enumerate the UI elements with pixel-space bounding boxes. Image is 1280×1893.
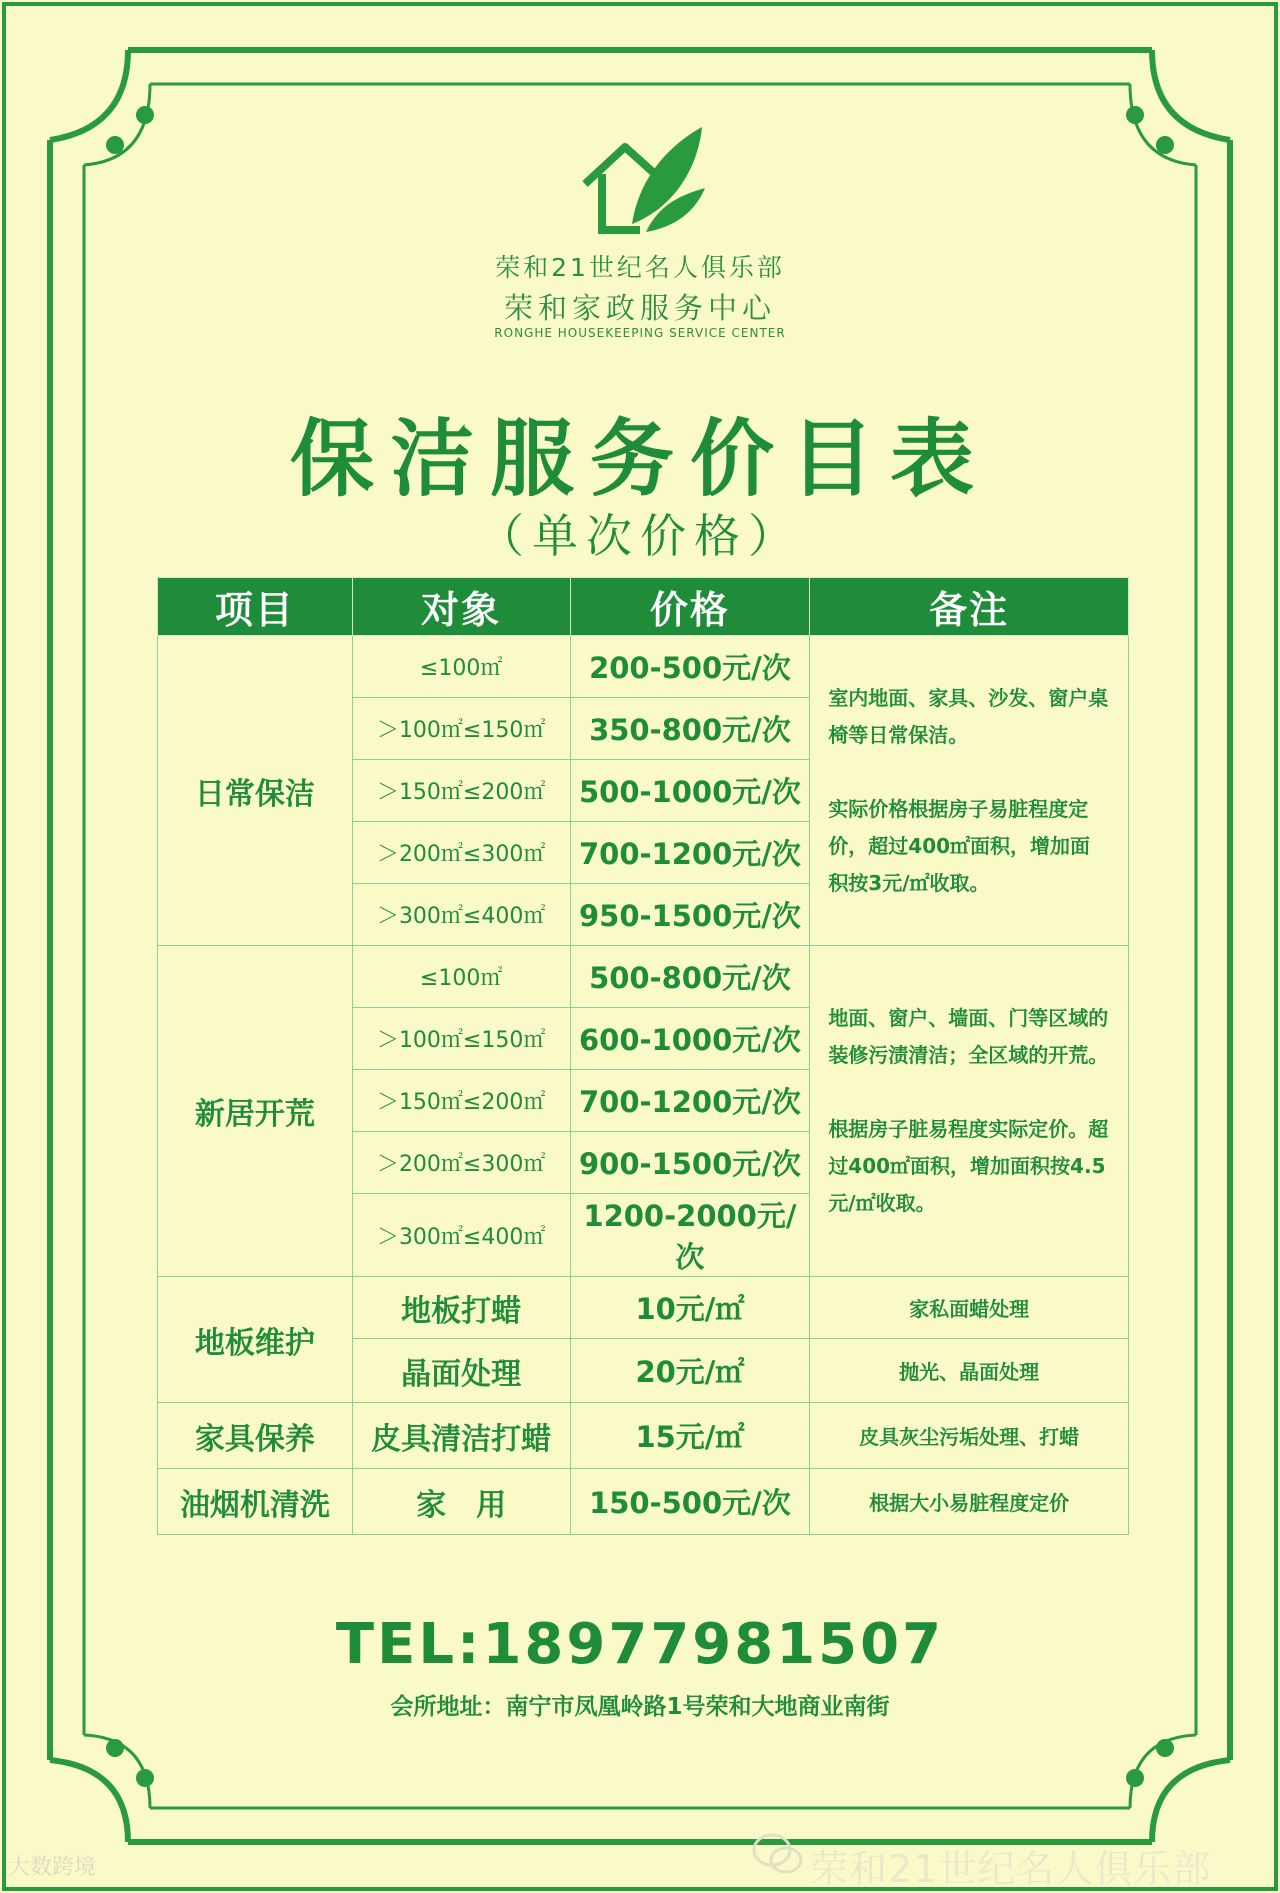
column-header-item: 项目 xyxy=(158,578,353,636)
item-cell: 日常保洁 xyxy=(158,636,353,946)
target-cell: ＞200㎡≤300㎡ xyxy=(352,1132,570,1194)
price-cell: 200-500元/次 xyxy=(570,636,810,698)
target-cell: 晶面处理 xyxy=(352,1339,570,1403)
target-cell: ＞300㎡≤400㎡ xyxy=(352,884,570,946)
center-name: 荣和家政服务中心 xyxy=(503,291,776,325)
column-header-note: 备注 xyxy=(810,578,1129,636)
target-cell: ＞300㎡≤400㎡ xyxy=(352,1194,570,1277)
note-paragraph: 根据房子脏易程度实际定价。超过400㎡面积，增加面积按4.5元/㎡收取。 xyxy=(828,1117,1109,1215)
target-cell: 地板打蜡 xyxy=(352,1277,570,1339)
column-header-target: 对象 xyxy=(352,578,570,636)
price-table xyxy=(157,577,1129,1535)
target-cell: ＞100㎡≤150㎡ xyxy=(352,698,570,760)
price-cell: 700-1200元/次 xyxy=(570,822,810,884)
column-header-price: 价格 xyxy=(570,578,810,636)
page-title: 保洁服务价目表 xyxy=(289,410,990,508)
price-cell: 15元/㎡ xyxy=(570,1403,810,1469)
telephone-number: TEL:18977981507 xyxy=(335,1612,945,1677)
note-cell: 家私面蜡处理 xyxy=(810,1277,1129,1339)
price-cell: 1200-2000元/次 xyxy=(570,1194,810,1277)
note-paragraph: 实际价格根据房子易脏程度定价，超过400㎡面积，增加面积按3元/㎡收取。 xyxy=(828,796,1091,895)
center-name-en: RONGHE HOUSEKEEPING SERVICE CENTER xyxy=(494,326,786,340)
price-cell: 500-1000元/次 xyxy=(570,760,810,822)
note-cell xyxy=(810,636,1129,946)
target-cell: ＞200㎡≤300㎡ xyxy=(352,822,570,884)
price-cell: 350-800元/次 xyxy=(570,698,810,760)
target-cell: 家 用 xyxy=(352,1469,570,1535)
price-cell: 500-800元/次 xyxy=(570,946,810,1008)
wechat-icon xyxy=(752,1832,804,1876)
price-cell: 10元/㎡ xyxy=(570,1277,810,1339)
item-cell: 油烟机清洗 xyxy=(158,1469,353,1535)
note-cell xyxy=(810,946,1129,1277)
target-cell: ＞150㎡≤200㎡ xyxy=(352,760,570,822)
watermark-right: 荣和21世纪名人俱乐部 xyxy=(810,1847,1212,1891)
target-cell: ＞100㎡≤150㎡ xyxy=(352,1008,570,1070)
table-header-row xyxy=(158,578,1129,636)
table-row xyxy=(158,1277,1129,1339)
club-address: 会所地址：南宁市凤凰岭路1号荣和大地商业南街 xyxy=(390,1694,890,1720)
price-cell: 600-1000元/次 xyxy=(570,1008,810,1070)
item-cell: 家具保养 xyxy=(158,1403,353,1469)
price-cell: 150-500元/次 xyxy=(570,1469,810,1535)
table-row xyxy=(158,946,1129,1008)
watermark-left: 大数跨境 xyxy=(8,1855,97,1880)
note-paragraph: 地面、窗户、墙面、门等区域的装修污渍清洁；全区域的开荒。 xyxy=(828,1006,1109,1067)
target-cell: ≤100㎡ xyxy=(352,636,570,698)
price-cell: 900-1500元/次 xyxy=(570,1132,810,1194)
target-cell: ＞150㎡≤200㎡ xyxy=(352,1070,570,1132)
note-cell: 抛光、晶面处理 xyxy=(810,1339,1129,1403)
house-leaf-logo-icon xyxy=(580,122,710,240)
price-cell: 700-1200元/次 xyxy=(570,1070,810,1132)
target-cell: ≤100㎡ xyxy=(352,946,570,1008)
note-paragraph: 室内地面、家具、沙发、窗户桌椅等日常保洁。 xyxy=(828,685,1109,747)
target-cell: 皮具清洁打蜡 xyxy=(352,1403,570,1469)
item-cell: 地板维护 xyxy=(158,1277,353,1403)
note-cell: 皮具灰尘污垢处理、打蜡 xyxy=(810,1403,1129,1469)
table-row xyxy=(158,1469,1129,1535)
note-cell: 根据大小易脏程度定价 xyxy=(810,1469,1129,1535)
table-row xyxy=(158,1403,1129,1469)
item-cell: 新居开荒 xyxy=(158,946,353,1277)
page-subtitle: （单次价格） xyxy=(478,509,802,563)
table-row xyxy=(158,636,1129,698)
price-cell: 20元/㎡ xyxy=(570,1339,810,1403)
club-name: 荣和21世纪名人俱乐部 xyxy=(495,253,785,282)
price-cell: 950-1500元/次 xyxy=(570,884,810,946)
